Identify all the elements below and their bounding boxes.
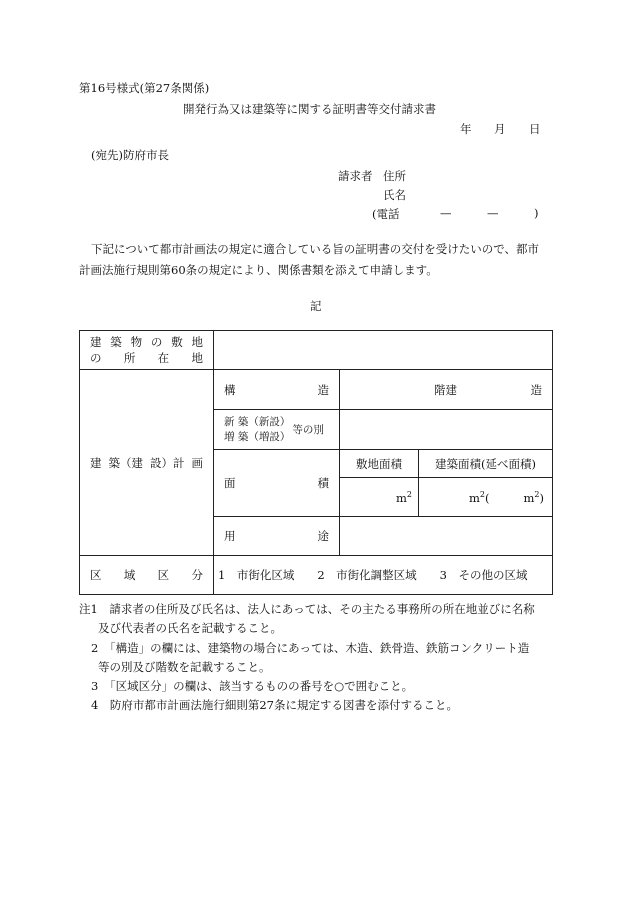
use-label-cell: 用 途 [214, 517, 340, 556]
form-number: 第16号様式(第27条関係) [79, 81, 210, 95]
site-area-header: 敷地面積 [340, 450, 419, 478]
building-area-header: 建築面積(延べ面積) [419, 450, 553, 478]
stories-cell[interactable]: 階建 造 [340, 370, 553, 410]
note-1a: 注1 請求者の住所及び氏名は、法人にあっては、その主たる事務所の所在地並びに名称 [79, 602, 535, 616]
note-2a: 2 「構造」の欄には、建築物の場合にあっては、木造、鉄骨造、鉄筋コンクリート造 [91, 641, 530, 655]
site-label-line-1: 建 築 物 の 敷 地 [90, 335, 203, 349]
date-year: 年 [460, 122, 472, 136]
note-1b: 及び代表者の氏名を記載すること。 [98, 621, 282, 635]
category-suffix: 等の別 [292, 424, 324, 436]
building-area-value-cell[interactable]: $m^2$( $m^2$) [419, 478, 553, 517]
phone-label: (電話 [372, 207, 400, 221]
ki-label: 記 [310, 299, 322, 313]
note-2b: 等の別及び階数を記載すること。 [98, 660, 271, 674]
document-title: 開発行為又は建築等に関する証明書等交付請求書 [183, 102, 436, 116]
area-label-cell: 面 積 [214, 450, 340, 517]
site-label-cell [80, 331, 214, 370]
note-4: 4 防府市都市計画法施行細則第27条に規定する図書を添付すること。 [91, 698, 458, 712]
use-value-cell[interactable] [340, 517, 553, 556]
zone-label-cell: 区 域 区 分 [80, 556, 214, 595]
phone-dash-2: — [487, 206, 499, 220]
extension-label: 増 築（増設） [224, 430, 291, 443]
date-month: 月 [494, 122, 506, 136]
requester-label: 請求者 [338, 169, 373, 183]
addressee: (宛先)防府市長 [91, 148, 169, 162]
zone-row [80, 556, 553, 595]
name-label: 氏名 [383, 188, 406, 202]
certificate-form-table [79, 330, 553, 595]
new-build-label: 新 築（新設） [224, 415, 291, 428]
site-row [80, 331, 553, 370]
phone-dash-1: — [440, 206, 452, 220]
address-label: 住所 [383, 169, 406, 183]
date-day: 日 [529, 122, 541, 136]
structure-label-cell: 構 造 [214, 370, 340, 410]
plan-label: 建 築（建 設）計 画 [90, 455, 203, 470]
site-area-value-cell[interactable]: $m^2$ [340, 478, 419, 517]
note-3: 3 「区域区分」の欄は、該当するものの番号を○で囲むこと。 [91, 679, 414, 693]
structure-row [80, 370, 553, 410]
category-value-cell[interactable] [340, 410, 553, 450]
category-label-cell [214, 410, 340, 450]
plan-label-cell [80, 370, 214, 556]
site-value-cell[interactable] [214, 331, 553, 370]
site-label-line-2: の 所 在 地 [90, 351, 203, 365]
body-line-2: 計画法施行規則第60条の規定により、関係書類を添えて申請します。 [79, 263, 438, 277]
phone-close: ) [534, 206, 539, 220]
body-line-1: 下記について都市計画法の規定に適合している旨の証明書の交付を受けたいので、都市 [91, 242, 540, 256]
zone-options[interactable]: 1 市街化区域 2 市街化調整区域 3 その他の区域 [214, 556, 553, 595]
